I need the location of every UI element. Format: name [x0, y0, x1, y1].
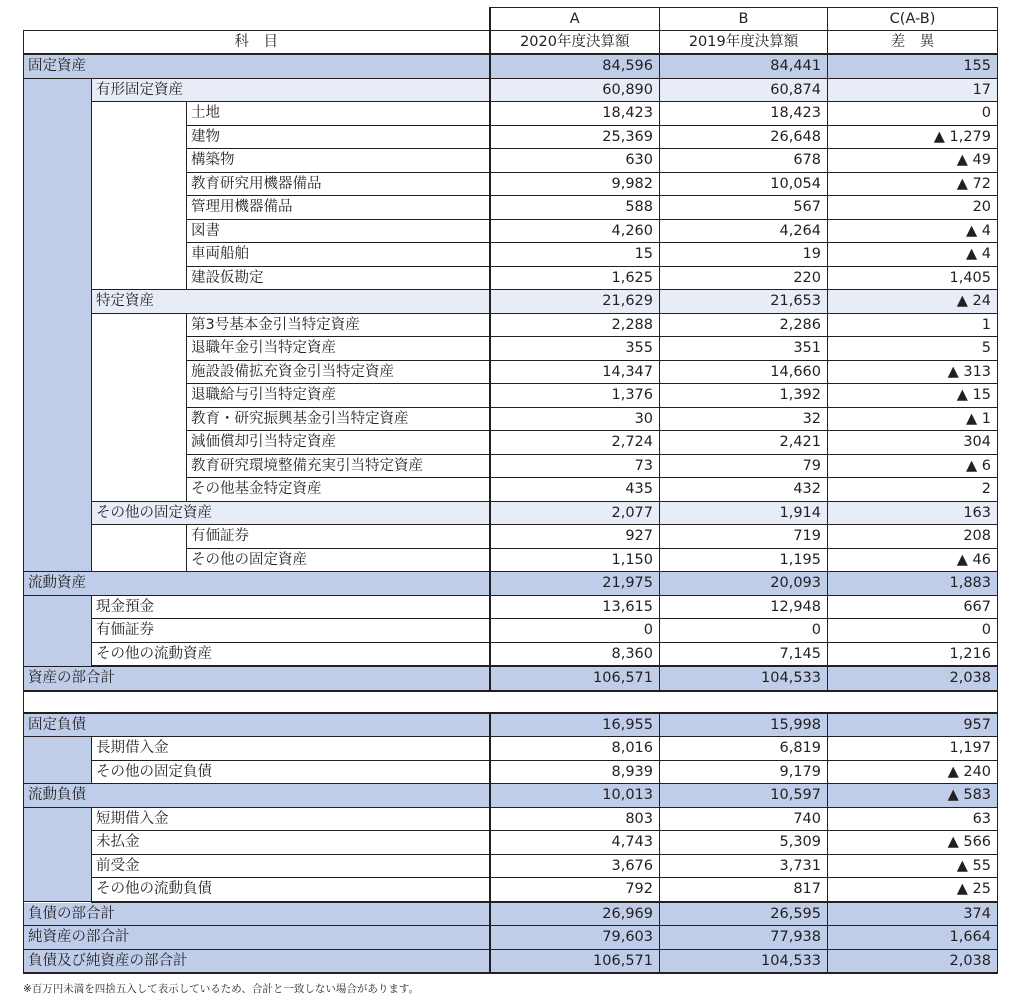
table-row: [24, 926, 998, 950]
cell-b: 2,421: [660, 431, 828, 455]
row-label: 現金預金: [92, 595, 490, 619]
cell-c: ▲ 24: [828, 290, 998, 314]
row-label: 有価証券: [187, 525, 490, 549]
cell-b: 2,286: [660, 313, 828, 337]
cell-c: ▲ 25: [828, 878, 998, 902]
table-row: [24, 572, 998, 596]
cell-c: 20: [828, 196, 998, 220]
row-label: 長期借入金: [92, 737, 490, 761]
cell-a: 18,423: [490, 102, 660, 126]
cell-a: 2,288: [490, 313, 660, 337]
cell-b: 740: [660, 807, 828, 831]
cell-b: 817: [660, 878, 828, 902]
row-label: 固定負債: [24, 713, 490, 737]
cell-c: ▲ 313: [828, 360, 998, 384]
cell-c: 1,405: [828, 266, 998, 290]
cell-b: 0: [660, 619, 828, 643]
cell-c: 1,883: [828, 572, 998, 596]
row-label: 未払金: [92, 831, 490, 855]
side-band: [24, 737, 92, 784]
cell-c: 374: [828, 902, 998, 926]
cell-a: 14,347: [490, 360, 660, 384]
cell-b: 3,731: [660, 854, 828, 878]
row-label: 負債の部合計: [24, 902, 490, 926]
table-row: [24, 854, 998, 878]
spacer-row: [24, 691, 998, 713]
row-label: その他の固定資産: [92, 501, 490, 525]
cell-c: 17: [828, 78, 998, 102]
row-label: その他の固定資産: [187, 548, 490, 572]
cell-b: 432: [660, 478, 828, 502]
cell-b: 26,595: [660, 902, 828, 926]
table-row: [24, 949, 998, 973]
row-label: 教育研究用機器備品: [187, 172, 490, 196]
cell-c: 163: [828, 501, 998, 525]
table-row: [24, 642, 998, 666]
cell-a: 1,150: [490, 548, 660, 572]
cell-a: 106,571: [490, 949, 660, 973]
table-row: [24, 290, 998, 314]
cell-c: ▲ 4: [828, 219, 998, 243]
balance-sheet-table: [23, 7, 998, 974]
header-col-b: B: [660, 8, 828, 31]
cell-c: 1,197: [828, 737, 998, 761]
cell-a: 630: [490, 149, 660, 173]
cell-a: 4,260: [490, 219, 660, 243]
table-row: [24, 666, 998, 691]
cell-a: 21,629: [490, 290, 660, 314]
row-label: 退職給与引当特定資産: [187, 384, 490, 408]
row-label: 有形固定資産: [92, 78, 490, 102]
row-label: 純資産の部合計: [24, 926, 490, 950]
cell-a: 73: [490, 454, 660, 478]
cell-a: 84,596: [490, 54, 660, 78]
cell-c: 304: [828, 431, 998, 455]
cell-b: 678: [660, 149, 828, 173]
table-row: [24, 902, 998, 926]
cell-c: 2,038: [828, 666, 998, 691]
indent-cell: [92, 102, 187, 290]
row-label: その他の固定負債: [92, 760, 490, 784]
cell-c: ▲ 1,279: [828, 125, 998, 149]
cell-b: 21,653: [660, 290, 828, 314]
row-label: 図書: [187, 219, 490, 243]
side-band: [24, 807, 92, 902]
table-row: [24, 525, 998, 549]
row-label: 前受金: [92, 854, 490, 878]
cell-b: 15,998: [660, 713, 828, 737]
cell-b: 7,145: [660, 642, 828, 666]
row-label: 施設設備拡充資金引当特定資産: [187, 360, 490, 384]
row-label: 資産の部合計: [24, 666, 490, 691]
cell-a: 9,982: [490, 172, 660, 196]
cell-c: 1,664: [828, 926, 998, 950]
cell-a: 2,724: [490, 431, 660, 455]
cell-b: 1,914: [660, 501, 828, 525]
cell-c: ▲ 566: [828, 831, 998, 855]
row-label: 教育・研究振興基金引当特定資産: [187, 407, 490, 431]
table-row: [24, 619, 998, 643]
row-label: 第3号基本金引当特定資産: [187, 313, 490, 337]
row-label: 流動負債: [24, 784, 490, 808]
table-row: [24, 102, 998, 126]
row-label: 減価償却引当特定資産: [187, 431, 490, 455]
header-blank: [24, 8, 490, 31]
cell-a: 8,016: [490, 737, 660, 761]
cell-b: 18,423: [660, 102, 828, 126]
cell-c: ▲ 72: [828, 172, 998, 196]
cell-a: 355: [490, 337, 660, 361]
table-row: [24, 595, 998, 619]
row-label: 固定資産: [24, 54, 490, 78]
row-label: 建設仮勘定: [187, 266, 490, 290]
table-row: [24, 784, 998, 808]
cell-c: ▲ 55: [828, 854, 998, 878]
cell-a: 26,969: [490, 902, 660, 926]
cell-b: 77,938: [660, 926, 828, 950]
indent-cell: [92, 525, 187, 572]
cell-b: 19: [660, 243, 828, 267]
cell-c: ▲ 240: [828, 760, 998, 784]
header-a-sub: 2020年度決算額: [490, 31, 660, 55]
cell-b: 220: [660, 266, 828, 290]
cell-c: 0: [828, 619, 998, 643]
cell-a: 1,376: [490, 384, 660, 408]
cell-c: 667: [828, 595, 998, 619]
row-label: その他基金特定資産: [187, 478, 490, 502]
row-label: 管理用機器備品: [187, 196, 490, 220]
cell-c: ▲ 15: [828, 384, 998, 408]
row-label: 特定資産: [92, 290, 490, 314]
side-band: [24, 78, 92, 572]
cell-b: 6,819: [660, 737, 828, 761]
table-row: [24, 807, 998, 831]
row-label: 短期借入金: [92, 807, 490, 831]
header-row-titles: [24, 31, 998, 55]
cell-a: 15: [490, 243, 660, 267]
cell-a: 1,625: [490, 266, 660, 290]
cell-b: 84,441: [660, 54, 828, 78]
table-row: [24, 501, 998, 525]
cell-a: 803: [490, 807, 660, 831]
cell-b: 26,648: [660, 125, 828, 149]
cell-a: 435: [490, 478, 660, 502]
table-row: [24, 78, 998, 102]
cell-b: 4,264: [660, 219, 828, 243]
cell-b: 104,533: [660, 949, 828, 973]
table-row: [24, 760, 998, 784]
cell-c: 208: [828, 525, 998, 549]
cell-b: 567: [660, 196, 828, 220]
cell-c: 1,216: [828, 642, 998, 666]
cell-c: 1: [828, 313, 998, 337]
header-c-sub: 差 異: [828, 31, 998, 55]
cell-b: 719: [660, 525, 828, 549]
cell-c: ▲ 1: [828, 407, 998, 431]
table-row: [24, 713, 998, 737]
footnote: ※百万円未満を四捨五入して表示しているため、合計と一致しない場合があります。: [23, 983, 420, 995]
header-row-letters: [24, 8, 998, 31]
header-b-sub: 2019年度決算額: [660, 31, 828, 55]
cell-c: ▲ 46: [828, 548, 998, 572]
row-label: その他の流動資産: [92, 642, 490, 666]
row-label: 退職年金引当特定資産: [187, 337, 490, 361]
cell-a: 79,603: [490, 926, 660, 950]
cell-a: 0: [490, 619, 660, 643]
cell-c: ▲ 49: [828, 149, 998, 173]
cell-c: 5: [828, 337, 998, 361]
row-label: 負債及び純資産の部合計: [24, 949, 490, 973]
cell-b: 20,093: [660, 572, 828, 596]
cell-b: 1,195: [660, 548, 828, 572]
cell-a: 10,013: [490, 784, 660, 808]
cell-a: 8,939: [490, 760, 660, 784]
cell-b: 5,309: [660, 831, 828, 855]
header-col-a: A: [490, 8, 660, 31]
cell-a: 588: [490, 196, 660, 220]
row-label: 教育研究環境整備充実引当特定資産: [187, 454, 490, 478]
table-row: [24, 313, 998, 337]
cell-b: 79: [660, 454, 828, 478]
cell-c: 63: [828, 807, 998, 831]
row-label: 有価証券: [92, 619, 490, 643]
cell-c: 155: [828, 54, 998, 78]
cell-c: ▲ 4: [828, 243, 998, 267]
cell-c: 2,038: [828, 949, 998, 973]
cell-a: 792: [490, 878, 660, 902]
cell-c: 957: [828, 713, 998, 737]
cell-a: 60,890: [490, 78, 660, 102]
cell-b: 351: [660, 337, 828, 361]
header-col-c: C(A-B): [828, 8, 998, 31]
side-band: [24, 595, 92, 666]
table-row: [24, 737, 998, 761]
table-row: [24, 878, 998, 902]
row-label: 建物: [187, 125, 490, 149]
cell-b: 1,392: [660, 384, 828, 408]
cell-a: 13,615: [490, 595, 660, 619]
cell-b: 10,054: [660, 172, 828, 196]
cell-a: 25,369: [490, 125, 660, 149]
cell-a: 16,955: [490, 713, 660, 737]
cell-c: 0: [828, 102, 998, 126]
row-label: 土地: [187, 102, 490, 126]
cell-a: 3,676: [490, 854, 660, 878]
cell-b: 9,179: [660, 760, 828, 784]
cell-a: 106,571: [490, 666, 660, 691]
spacer-cell: [24, 691, 998, 713]
cell-a: 927: [490, 525, 660, 549]
cell-c: 2: [828, 478, 998, 502]
indent-cell: [92, 313, 187, 501]
cell-b: 12,948: [660, 595, 828, 619]
cell-a: 30: [490, 407, 660, 431]
row-label: その他の流動負債: [92, 878, 490, 902]
cell-b: 14,660: [660, 360, 828, 384]
cell-c: ▲ 6: [828, 454, 998, 478]
row-label: 構築物: [187, 149, 490, 173]
cell-a: 4,743: [490, 831, 660, 855]
cell-b: 104,533: [660, 666, 828, 691]
row-label: 流動資産: [24, 572, 490, 596]
cell-a: 2,077: [490, 501, 660, 525]
table-row: [24, 54, 998, 78]
header-subject: 科 目: [24, 31, 490, 55]
cell-a: 21,975: [490, 572, 660, 596]
cell-c: ▲ 583: [828, 784, 998, 808]
cell-b: 10,597: [660, 784, 828, 808]
cell-b: 32: [660, 407, 828, 431]
table-row: [24, 831, 998, 855]
cell-b: 60,874: [660, 78, 828, 102]
row-label: 車両船舶: [187, 243, 490, 267]
cell-a: 8,360: [490, 642, 660, 666]
